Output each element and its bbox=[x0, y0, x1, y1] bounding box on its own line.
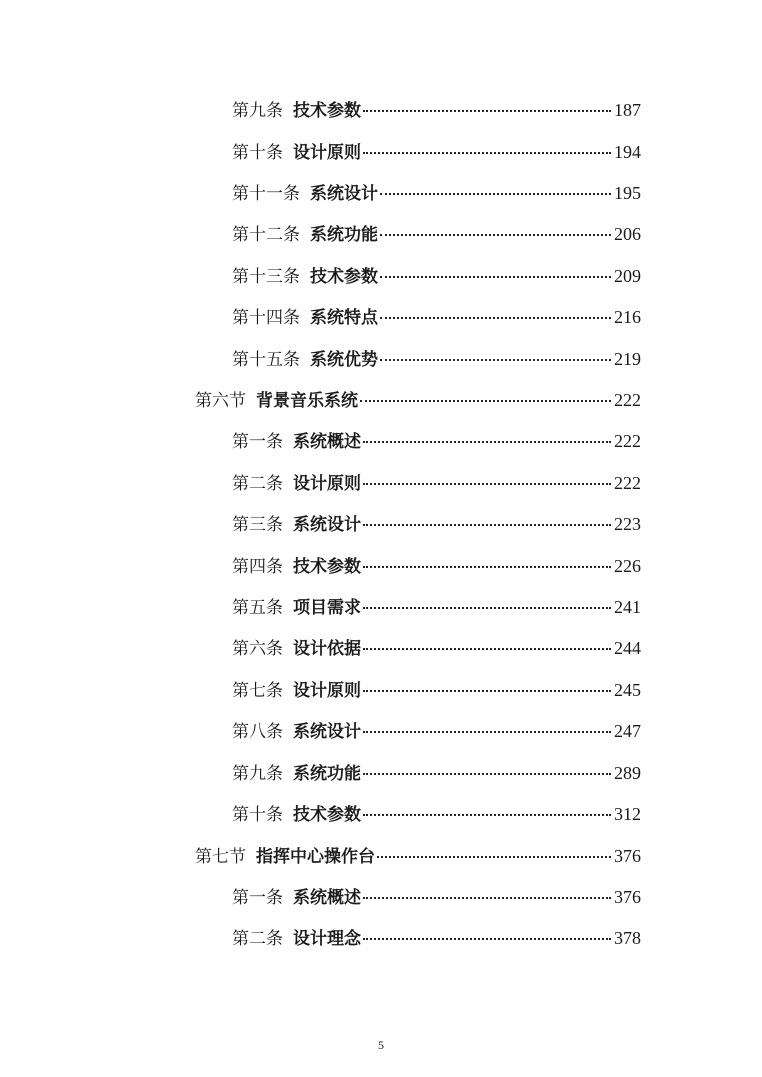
toc-entry-page: 222 bbox=[614, 390, 641, 410]
toc-dot-leader bbox=[363, 566, 611, 568]
toc-entry[interactable] bbox=[232, 677, 641, 703]
toc-entry-page: 187 bbox=[614, 100, 641, 120]
toc-entry-label: 第十四条 bbox=[232, 308, 300, 328]
toc-entry-label: 第十三条 bbox=[232, 267, 300, 287]
toc-entry-title: 系统设计 bbox=[310, 184, 378, 204]
toc-entry-title: 技术参数 bbox=[293, 101, 361, 121]
toc-entry[interactable] bbox=[232, 884, 641, 910]
toc-entry-label: 第九条 bbox=[232, 764, 283, 784]
toc-entry-label: 第七节 bbox=[195, 847, 246, 867]
toc-entry-label: 第十一条 bbox=[232, 184, 300, 204]
toc-entry-page: 289 bbox=[614, 763, 641, 783]
toc-entry-page: 216 bbox=[614, 307, 641, 327]
toc-entry[interactable] bbox=[232, 760, 641, 786]
toc-entry-label: 第十条 bbox=[232, 805, 283, 825]
toc-entry-title: 系统功能 bbox=[310, 225, 378, 245]
toc-entry[interactable] bbox=[232, 346, 641, 372]
toc-entry-label: 第一条 bbox=[232, 432, 283, 452]
toc-entry[interactable] bbox=[232, 221, 641, 247]
toc-entry-title: 系统概述 bbox=[293, 432, 361, 452]
toc-entry[interactable] bbox=[232, 553, 641, 579]
toc-entry-label: 第六条 bbox=[232, 639, 283, 659]
toc-entry-page: 244 bbox=[614, 638, 641, 658]
toc-dot-leader bbox=[363, 648, 611, 650]
toc-dot-leader bbox=[360, 400, 611, 402]
toc-entry-page: 222 bbox=[614, 431, 641, 451]
toc-dot-leader bbox=[363, 897, 611, 899]
toc-entry-label: 第一条 bbox=[232, 888, 283, 908]
toc-entry-title: 系统概述 bbox=[293, 888, 361, 908]
toc-dot-leader bbox=[363, 938, 611, 940]
toc-entry-page: 378 bbox=[614, 928, 641, 948]
toc-entry-page: 376 bbox=[614, 887, 641, 907]
toc-dot-leader bbox=[363, 814, 611, 816]
toc-entry-label: 第十五条 bbox=[232, 350, 300, 370]
toc-entry-page: 194 bbox=[614, 142, 641, 162]
toc-entry[interactable] bbox=[232, 635, 641, 661]
toc-entry[interactable] bbox=[232, 470, 641, 496]
toc-dot-leader bbox=[363, 441, 611, 443]
toc-entry-title: 技术参数 bbox=[293, 805, 361, 825]
toc-dot-leader bbox=[363, 731, 611, 733]
toc-entry-title: 设计原则 bbox=[293, 474, 361, 494]
toc-entry-title: 设计原则 bbox=[293, 681, 361, 701]
toc-entry-label: 第四条 bbox=[232, 557, 283, 577]
toc-dot-leader bbox=[363, 607, 611, 609]
toc-dot-leader bbox=[380, 359, 611, 361]
toc-entry-label: 第二条 bbox=[232, 474, 283, 494]
toc-entry-page: 247 bbox=[614, 721, 641, 741]
toc-entry-page: 241 bbox=[614, 597, 641, 617]
toc-entry-label: 第九条 bbox=[232, 101, 283, 121]
toc-dot-leader bbox=[363, 690, 611, 692]
toc-entry[interactable] bbox=[232, 511, 641, 537]
toc-section-entry[interactable] bbox=[195, 387, 641, 413]
toc-entry-title: 系统功能 bbox=[293, 764, 361, 784]
toc-entry-title: 设计依据 bbox=[293, 639, 361, 659]
toc-dot-leader bbox=[380, 193, 611, 195]
toc-entry-label: 第十二条 bbox=[232, 225, 300, 245]
toc-entry-page: 209 bbox=[614, 266, 641, 286]
toc-entry-page: 226 bbox=[614, 556, 641, 576]
toc-entry[interactable] bbox=[232, 428, 641, 454]
toc-entry-label: 第八条 bbox=[232, 722, 283, 742]
toc-dot-leader bbox=[380, 317, 611, 319]
toc-entry-page: 222 bbox=[614, 473, 641, 493]
toc-entry-title: 技术参数 bbox=[310, 267, 378, 287]
toc-entry[interactable] bbox=[232, 263, 641, 289]
toc-dot-leader bbox=[380, 276, 611, 278]
toc-dot-leader bbox=[377, 856, 611, 858]
toc-entry-page: 312 bbox=[614, 804, 641, 824]
toc-entry-title: 指挥中心操作台 bbox=[256, 847, 375, 867]
toc-entry-title: 项目需求 bbox=[293, 598, 361, 618]
toc-section-entry[interactable] bbox=[195, 843, 641, 869]
toc-dot-leader bbox=[363, 524, 611, 526]
toc-entry-page: 206 bbox=[614, 224, 641, 244]
toc-entry[interactable] bbox=[232, 139, 641, 165]
toc-entry-title: 系统设计 bbox=[293, 722, 361, 742]
toc-dot-leader bbox=[363, 483, 611, 485]
toc-entry-label: 第七条 bbox=[232, 681, 283, 701]
toc-entry-label: 第二条 bbox=[232, 929, 283, 949]
toc-dot-leader bbox=[380, 234, 611, 236]
toc-entry-title: 系统特点 bbox=[310, 308, 378, 328]
toc-dot-leader bbox=[363, 773, 611, 775]
toc-entry-title: 背景音乐系统 bbox=[256, 391, 358, 411]
toc-entry[interactable] bbox=[232, 801, 641, 827]
toc-entry-title: 系统设计 bbox=[293, 515, 361, 535]
toc-entry[interactable] bbox=[232, 925, 641, 951]
toc-entry-title: 系统优势 bbox=[310, 350, 378, 370]
toc-entry-page: 223 bbox=[614, 514, 641, 534]
toc-entry-page: 219 bbox=[614, 349, 641, 369]
toc-entry-page: 376 bbox=[614, 846, 641, 866]
toc-entry-page: 195 bbox=[614, 183, 641, 203]
toc-entry-label: 第五条 bbox=[232, 598, 283, 618]
toc-entry-label: 第六节 bbox=[195, 391, 246, 411]
toc-entry[interactable] bbox=[232, 594, 641, 620]
toc-entry-page: 245 bbox=[614, 680, 641, 700]
toc-entry-label: 第十条 bbox=[232, 143, 283, 163]
toc-entry-title: 设计原则 bbox=[293, 143, 361, 163]
toc-entry[interactable] bbox=[232, 718, 641, 744]
page-number: 5 bbox=[378, 1038, 384, 1052]
toc-entry-label: 第三条 bbox=[232, 515, 283, 535]
toc-dot-leader bbox=[363, 110, 611, 112]
toc-entry[interactable] bbox=[232, 97, 641, 123]
toc-entry-title: 技术参数 bbox=[293, 557, 361, 577]
toc-entry[interactable] bbox=[232, 304, 641, 330]
toc-dot-leader bbox=[363, 152, 611, 154]
toc-entry-title: 设计理念 bbox=[293, 929, 361, 949]
toc-entry[interactable] bbox=[232, 180, 641, 206]
